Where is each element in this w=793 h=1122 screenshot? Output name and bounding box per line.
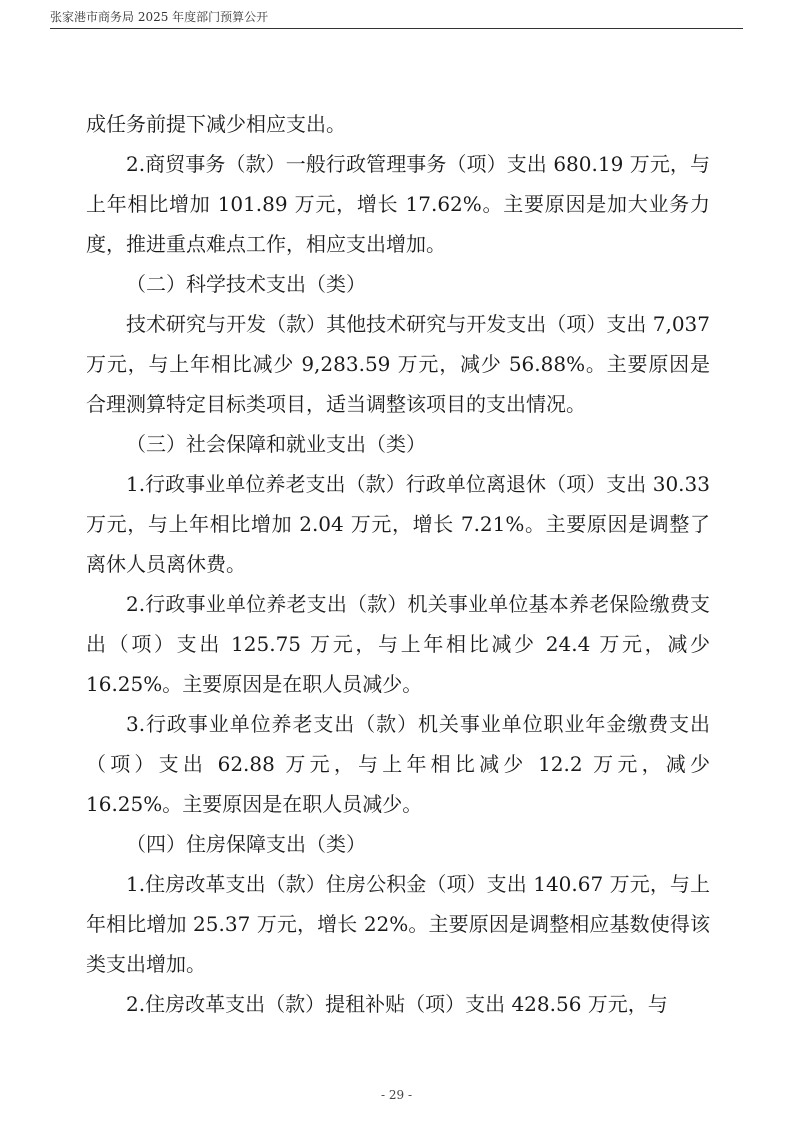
- paragraph-item: 2.行政事业单位养老支出（款）机关事业单位基本养老保险缴费支出（项）支出 125.75 万元，与上年相比减少 24.4 万元，减少 16.25%。主要原因是在职人员减少。: [86, 592, 710, 696]
- header-title: 张家港市商务局 2025 年度部门预算公开: [50, 10, 269, 24]
- paragraph-item: 1.住房改革支出（款）住房公积金（项）支出 140.67 万元，与上年相比增加 25.37 万元，增长 22%。主要原因是调整相应基数使得该类支出增加。: [86, 872, 710, 976]
- section-heading: （三）社会保障和就业支出（类）: [126, 432, 426, 456]
- page-number: - 29 -: [380, 1088, 412, 1102]
- document-body: [86, 104, 710, 1024]
- page-header: [50, 6, 743, 29]
- paragraph-item: 3.行政事业单位养老支出（款）机关事业单位职业年金缴费支出（项）支出 62.88 万元，与上年相比减少 12.2 万元，减少 16.25%。主要原因是在职人员减少。: [86, 712, 710, 816]
- section-heading: （二）科学技术支出（类）: [126, 272, 366, 296]
- paragraph-item: 2.住房改革支出（款）提租补贴（项）支出 428.56 万元，与: [126, 992, 668, 1016]
- paragraph-continuation: 成任务前提下减少相应支出。: [86, 112, 346, 136]
- section-heading: （四）住房保障支出（类）: [126, 832, 366, 856]
- paragraph-item: 1.行政事业单位养老支出（款）行政单位离退休（项）支出 30.33 万元，与上年相比增加 2.04 万元，增长 7.21%。主要原因是调整了离休人员离休费。: [86, 472, 710, 576]
- paragraph-item: 2.商贸事务（款）一般行政管理事务（项）支出 680.19 万元，与上年相比增加 101.89 万元，增长 17.62%。主要原因是加大业务力度，推进重点难点工作，相应支出增加。: [86, 152, 710, 256]
- paragraph-item: 技术研究与开发（款）其他技术研究与开发支出（项）支出 7,037 万元，与上年相比减少 9,283.59 万元，减少 56.88%。主要原因是合理测算特定目标类项目，适当调整该项目的支出情况。: [86, 312, 710, 416]
